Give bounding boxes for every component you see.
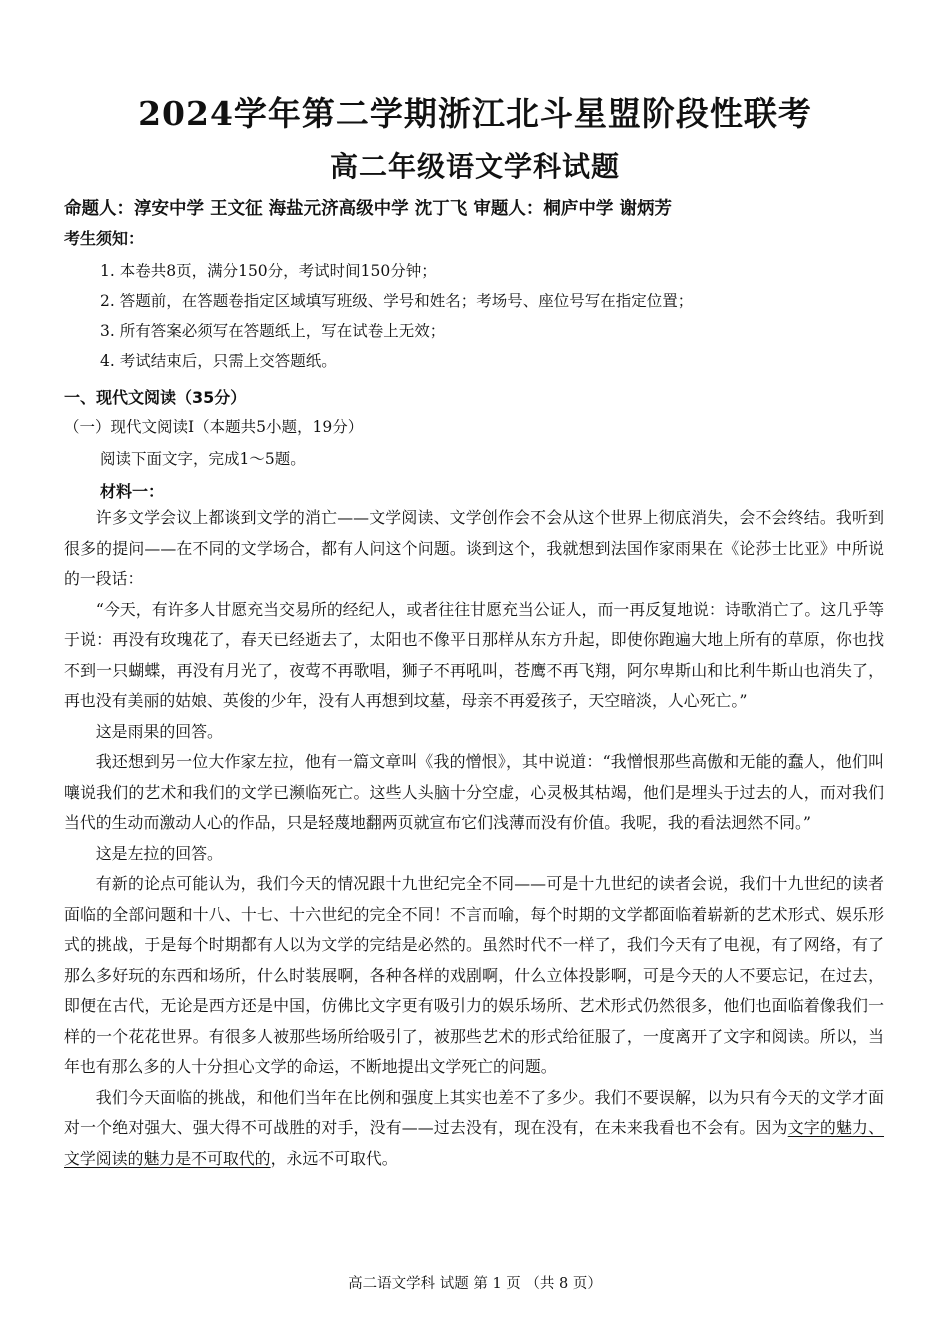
notice-heading: 考生须知： <box>64 229 145 248</box>
section-title: 一、现代文阅读（35分） <box>64 388 247 407</box>
page-footer: 高二语文学科 试题 第 1 页 （共 8 页） <box>348 1276 602 1292</box>
section-subtitle: （一）现代文阅读Ⅰ（本题共5小题，19分） <box>64 418 364 436</box>
passage-paragraph: 这是左拉的回答。 <box>95 843 223 863</box>
passage-paragraph: “今天，有许多人甘愿充当交易所的经纪人，或者往往甘愿充当公证人，而一再反复地说：诗歌消亡了。这几乎等于说：再没有玫瑰花了，春天已经逝去了，太阳也不像平日那样从东方升起，即使你跑遍大地上所有的草原，你也找不到一只蝴蝶，再没有月光了，夜莺不再歌唱，狮子不再吼叫，苍鹰不再飞翔，阿尔卑斯山和比利牛斯山也消失了，再也没有美丽的姑娘、英俊的少年，没有人再想到坟墓，母亲不再爱孩子，天空暗淡，人心死亡。” <box>64 599 884 710</box>
passage-text: 我们今天面临的挑战，和他们当年在比例和强度上其实也差不了多少。我们不要误解，以为只有今天的文学才面对一个绝对强大、强大得不可战胜的对手，没有——过去没有，现在没有，在未来我看也不会有。因为 <box>64 1087 884 1137</box>
notice-item: 2. 答题前，在答题卷指定区域填写班级、学号和姓名；考场号、座位号写在指定位置； <box>100 292 694 310</box>
underlined-phrase: 文字的魅力、文学阅读的魅力是不可取代的 <box>64 1118 885 1168</box>
notice-item: 3. 所有答案必须写在答题纸上，写在试卷上无效； <box>100 322 446 340</box>
exam-subtitle: 高二年级语文学科试题 <box>329 150 620 183</box>
authors-line: 命题人：淳安中学 王文征 海盐元济高级中学 沈丁飞 审题人：桐庐中学 谢炳芳 <box>64 199 672 219</box>
exam-title: 2024学年第二学期浙江北斗星盟阶段性联考 <box>138 94 812 133</box>
section-instruction: 阅读下面文字，完成1～5题。 <box>100 450 306 468</box>
passage-paragraph: 有新的论点可能认为，我们今天的情况跟十九世纪完全不同——可是十九世纪的读者会说，我们十九世纪的读者面临的全部问题和十八、十七、十六世纪的完全不同！不言而喻，每个时期的文学都面临着崭新的艺术形式、娱乐形式的挑战，于是每个时期都有人以为文学的完结是必然的。虽然时代不一样了，我们今天有了电视，有了网络，有了那么多好玩的东西和场所，什么时装展啊，各种各样的戏剧啊，什么立体投影啊，可是今天的人不要忘记，在过去，即便在古代，无论是西方还是中国，仿佛比文字更有吸引力的娱乐场所、艺术形式仍然很多，他们也面临着像我们一样的一个花花世界。有很多人被那些场所给吸引了，被那些艺术的形式给征服了，一度离开了文字和阅读。所以，当年也有那么多的人十分担心文学的命运，不断地提出文学死亡的问题。 <box>64 874 884 1076</box>
passage-paragraph: 许多文学会议上都谈到文学的消亡——文学阅读、文学创作会不会从这个世界上彻底消失，会不会终结。我听到很多的提问——在不同的文学场合，都有人问这个问题。谈到这个，我就想到法国作家雨果在《论莎士比亚》中所说的一段话： <box>64 508 884 588</box>
notice-item: 4. 考试结束后，只需上交答题纸。 <box>100 352 337 370</box>
notice-item: 1. 本卷共8页，满分150分，考试时间150分钟； <box>100 262 437 280</box>
passage-body <box>64 503 884 1174</box>
passage-text: ，永远不可取代。 <box>270 1148 398 1168</box>
passage-paragraph <box>64 1083 884 1175</box>
passage-paragraph: 我还想到另一位大作家左拉，他有一篇文章叫《我的憎恨》，其中说道：“我憎恨那些高傲和无能的蠢人，他们叫嚷说我们的艺术和我们的文学已濒临死亡。这些人头脑十分空虚，心灵极其枯竭，他们是埋头于过去的人，而对我们当代的生动而激动人心的作品，只是轻蔑地翻两页就宣布它们浅薄而没有价值。我呢，我的看法迥然不同。” <box>64 752 884 832</box>
material-label: 材料一： <box>100 482 165 501</box>
passage-paragraph: 这是雨果的回答。 <box>95 721 223 741</box>
